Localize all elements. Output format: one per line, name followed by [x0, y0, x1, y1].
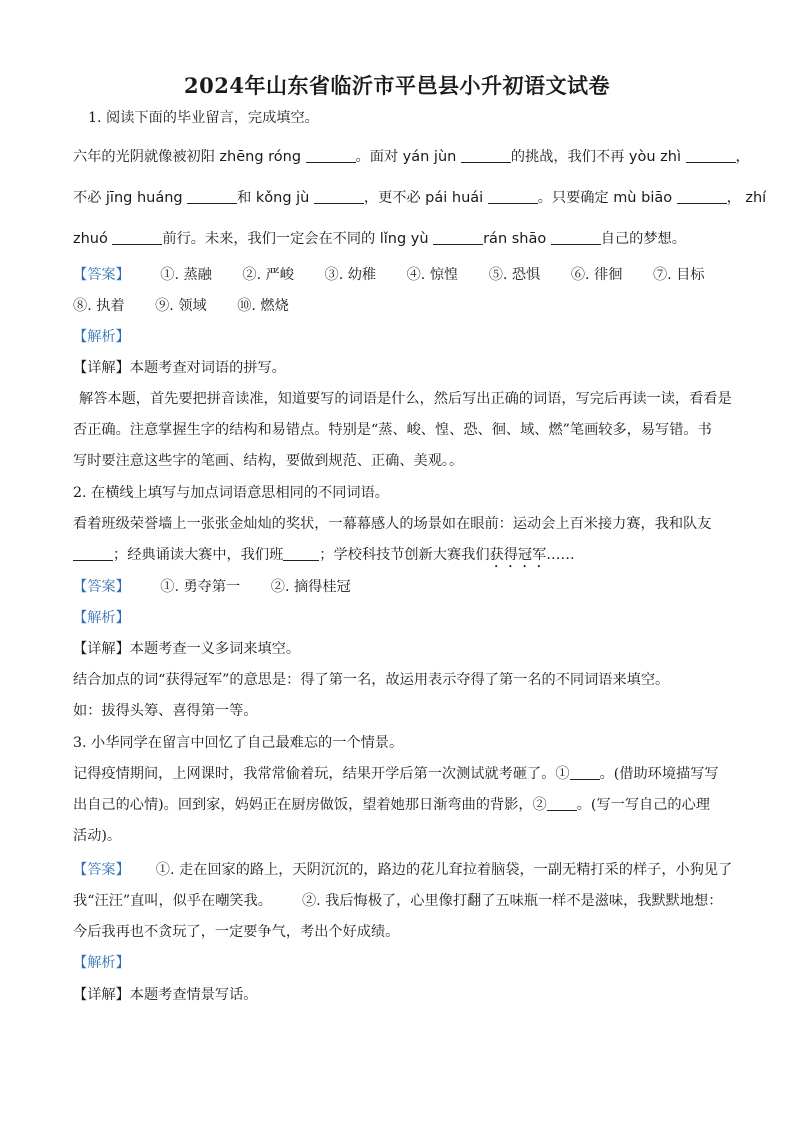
q1-explain-line-2: 否正确。注意掌握生字的结构和易错点。特别是“蒸、峻、惶、恐、徊、域、燃”笔画较多，易写错。书: [73, 422, 712, 438]
q3-answer-line-2: 我“汪汪”直叫，似乎在嘲笑我。 ②. 我后悔极了，心里像打翻了五味瓶一样不是滋味，我默默地想：: [73, 893, 723, 909]
q2-passage-line-1: 看着班级荣誉墙上一张张金灿灿的奖状，一幕幕感人的场景如在眼前：运动会上百米接力赛，我和队友: [73, 516, 712, 532]
q3-answer-line-3: 今后我再也不贪玩了，一定要争气，考出个好成绩。: [73, 924, 400, 940]
answer-tag: 【答案】: [73, 267, 130, 283]
q3-detail: 【详解】本题考查情景写话。: [73, 987, 258, 1003]
q3-passage-line-2: 出自己的心情)。回到家，妈妈正在厨房做饭，望着她那日渐弯曲的背影，② 。(写一写自己的心理: [73, 797, 710, 813]
q2-prompt: 2. 在横线上填写与加点词语意思相同的不同词语。: [73, 485, 389, 501]
page-title: 2024年山东省临沂市平邑县小升初语文试卷: [184, 73, 610, 98]
q2-explain-line-2: 如：拔得头筹、喜得第一等。: [73, 703, 258, 719]
q1-explain-line-3: 写时要注意这些字的笔画、结构，要做到规范、正确、美观。。: [73, 453, 464, 469]
q1-answer-row-2: ⑧. 执着 ⑨. 领域 ⑩. 燃烧: [73, 298, 289, 314]
answer-tag: 【答案】: [73, 862, 130, 878]
q3-passage-line-3: 活动)。: [73, 828, 122, 844]
q3-answer-line-1: 【答案】 ①. 走在回家的路上，天阴沉沉的，路边的花儿耷拉着脑袋，一副无精打采的样子，小狗见了: [73, 862, 733, 878]
q1-passage-line-1: 六年的光阴就像被初阳 zhēng róng 。面对 yán jùn 的挑战，我们不再 yòu zhì ，: [73, 149, 750, 165]
q3-passage-line-1: 记得疫情期间，上网课时，我常常偷着玩，结果开学后第一次测试就考砸了。① 。(借助环境描写写: [73, 766, 719, 782]
q2-passage-line-2: ；经典诵读大赛中，我们班 ；学校科技节创新大赛我们获得冠军……: [73, 545, 575, 571]
q1-detail: 【详解】本题考查对词语的拼写。: [73, 360, 286, 376]
q2-analysis-tag: 【解析】: [73, 610, 130, 626]
q1-prompt: 1. 阅读下面的毕业留言，完成填空。: [88, 110, 319, 126]
dotted-phrase: 获得冠军: [489, 547, 547, 563]
q2-detail: 【详解】本题考查一义多词来填空。: [73, 641, 301, 657]
q1-passage-line-3: zhuó 前行。未来，我们一定会在不同的 lǐng yù rán shāo 自己的梦想。: [73, 231, 686, 247]
q2-explain-line-1: 结合加点的词“获得冠军”的意思是：得了第一名，故运用表示夺得了第一名的不同词语来填空。: [73, 672, 670, 688]
q3-prompt: 3. 小华同学在留言中回忆了自己最难忘的一个情景。: [73, 735, 404, 751]
answer-tag: 【答案】: [73, 579, 130, 595]
q1-passage-line-2: 不必 jīng huáng 和 kǒng jù ，更不必 pái huái 。只要确定 mù biāo ， zhí: [73, 190, 767, 206]
q2-answers: 【答案】 ①. 勇夺第一 ②. 摘得桂冠: [73, 579, 351, 595]
q1-analysis-tag: 【解析】: [73, 329, 130, 345]
q3-analysis-tag: 【解析】: [73, 955, 130, 971]
q1-answer-row-1: 【答案】 ①. 蒸融 ②. 严峻 ③. 幼稚 ④. 惊惶 ⑤. 恐惧 ⑥. 徘徊 ⑦. 目标: [73, 267, 705, 283]
q1-explain-line-1: 解答本题，首先要把拼音读准，知道要写的词语是什么，然后写出正确的词语，写完后再读一读，看看是: [79, 391, 732, 407]
